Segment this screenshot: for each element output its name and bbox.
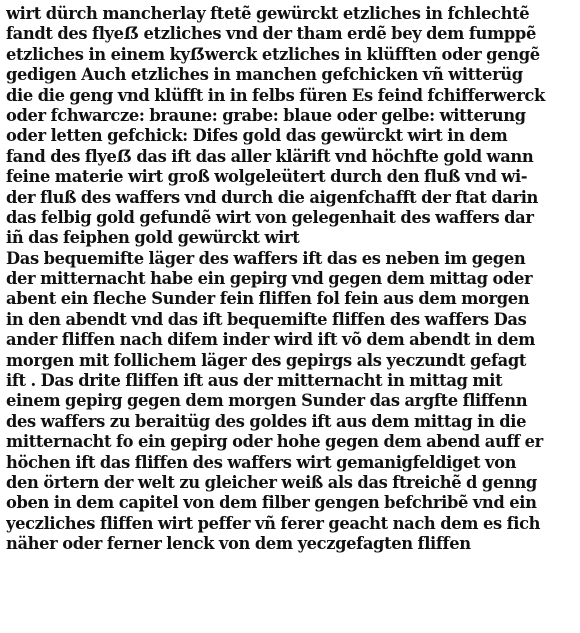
text-line-1: wirt dürch mancherlay ftetẽ gewürckt etzliches in fchlechtẽ <box>6 4 530 23</box>
text-line-8: fand des flyeẞ das ift das aller klärift vnd höchfte gold wann <box>6 146 534 166</box>
text-line-16: in den abendt vnd das ift bequemifte fliffen des waffers Das <box>6 309 527 329</box>
text-line-24: den örtern der welt zu gleicher weiß als das ftreichẽ d genng <box>6 472 537 492</box>
text-line-20: einem gepirg gegen dem morgen Sunder das argfte fliffenn <box>6 391 528 411</box>
text-line-9: feine materie wirt groß wolgeleütert durch den fluß vnd wi- <box>6 167 528 187</box>
text-line-7: oder letten gefchick: Difes gold das gewürckt wirt in dem <box>6 126 508 146</box>
text-line-21: des waffers zu beraitüg des goldes ift aus dem mittag in die <box>6 411 527 431</box>
text-line-13: Das bequemifte läger des waffers ift das es neben im gegen <box>6 248 526 268</box>
text-line-18: morgen mit follichem läger des gepirgs als yeczundt gefagt <box>6 350 527 370</box>
text-line-5: die die geng vnd klüfft in in felbs füren Es feind fchifferwerck <box>6 85 545 105</box>
text-line-14: der mitternacht habe ein gepirg vnd gegen dem mittag oder <box>6 269 533 289</box>
text-line-11: das felbig gold gefundẽ wirt von gelegenhait des waffers dar <box>6 207 534 227</box>
text-line-4: gedigen Auch etzliches in manchen gefchicken vñ witterüg <box>6 65 523 85</box>
text-line-17: ander fliffen nach difem inder wird ift võ dem abendt in dem <box>6 330 535 350</box>
body-text <box>6 4 576 555</box>
text-line-3: etzliches in einem kyẞwerck etzliches in klüfften oder gengẽ <box>6 44 540 64</box>
text-line-12: iñ das feiphen gold gewürckt wirt <box>6 228 300 248</box>
text-line-2: fandt des flyeẞ etzliches vnd der tham erdẽ bey dem fumppẽ <box>6 24 536 44</box>
text-line-27: näher oder ferner lenck von dem yeczgefagten fliffen <box>6 534 471 554</box>
text-line-15: abent ein fleche Sunder fein fliffen fol fein aus dem morgen <box>6 289 530 309</box>
text-line-23: höchen ift das fliffen des waffers wirt gemanigfeldiget von <box>6 452 517 472</box>
text-line-26: yeczliches fliffen wirt peffer vñ ferer geacht nach dem es fich <box>6 513 541 533</box>
text-line-22: mitternacht fo ein gepirg oder hohe gegen dem abend auff er <box>6 432 543 452</box>
text-line-25: oben in dem capitel von dem filber gengen befchribẽ vnd ein <box>6 493 537 513</box>
text-line-10: der fluß des waffers vnd durch die aigenfchafft der ftat darin <box>6 187 539 207</box>
text-line-19: ift . Das drite fliffen ift aus der mitternacht in mittag mit <box>6 371 503 391</box>
text-line-6: oder fchwarcze: braune: grabe: blaue oder gelbe: witterung <box>6 105 526 125</box>
